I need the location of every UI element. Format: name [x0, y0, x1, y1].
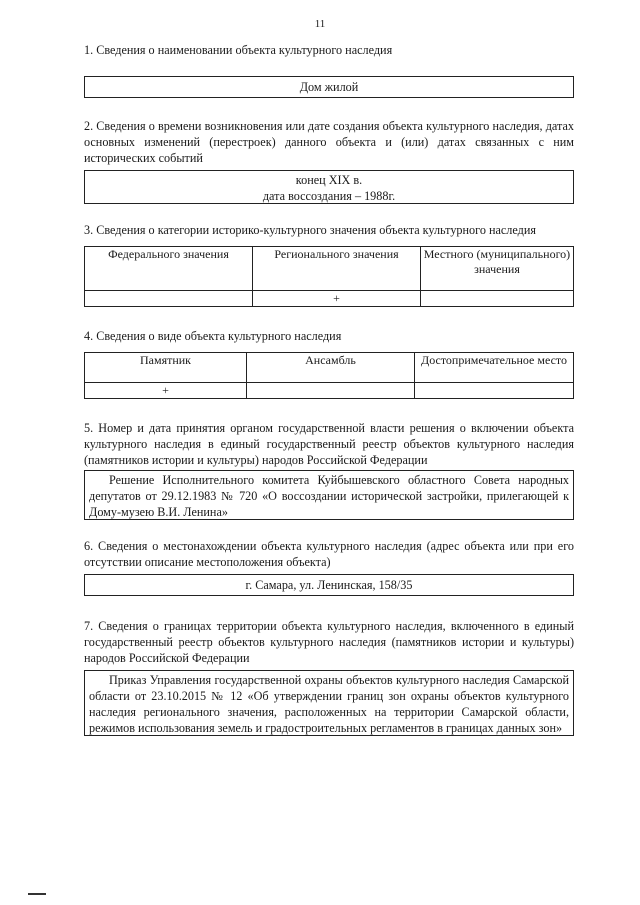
section-7-box [84, 670, 574, 736]
value-local [421, 291, 574, 307]
section-1-box [84, 76, 574, 98]
section-2-heading: 2. Сведения о времени возникновения или дате создания объекта культурного наследия, датах основных изменений (перестроек) данного объекта и (или) датах связанных с ним исторических событий [84, 119, 574, 165]
col-ensemble: Ансамбль [247, 353, 415, 383]
section-1-heading: 1. Сведения о наименовании объекта культурного наследия [84, 43, 393, 57]
col-local: Местного (муниципального) значения [421, 247, 574, 291]
section-6-box [84, 574, 574, 596]
type-table [84, 352, 574, 399]
col-regional: Регионального значения [253, 247, 421, 291]
page-number: 11 [314, 18, 326, 30]
registry-decision: Решение Исполнительного комитета Куйбышевского областного Совета народных депутатов от 29.12.1983 № 720 «О воссоздании исторической застройки, прилегающей к Дому-музею В.И. Ленина» [89, 473, 569, 519]
territory-order: Приказ Управления государственной охраны объектов культурного наследия Самарской области от 23.10.2015 № 12 «Об утверждении границ зон охраны объектов культурного наследия регионального значения, расположенных на территории Самарской области, режимов использования земель и градостроительных регламентов в границах данных зон» [89, 673, 569, 735]
object-address: г. Самара, ул. Ленинская, 158/35 [245, 578, 413, 592]
category-table [84, 246, 574, 307]
section-5-box [84, 470, 574, 520]
creation-period: конец XIX в. [295, 173, 363, 187]
object-name: Дом жилой [299, 80, 359, 94]
section-3-heading: 3. Сведения о категории историко-культурного значения объекта культурного наследия [84, 223, 536, 237]
section-7-heading: 7. Сведения о границах территории объекта культурного наследия, включенного в единый государственный реестр объектов культурного наследия (памятников истории и культуры) народов Российской Федерации [84, 619, 574, 665]
value-monument: + [85, 383, 247, 399]
value-federal [85, 291, 253, 307]
value-ensemble [247, 383, 415, 399]
section-5-heading: 5. Номер и дата принятия органом государственной власти решения о включении объекта культурного наследия в единый государственный реестр объектов культурного наследия (памятников истории и культуры) народов Российской Федерации [84, 421, 574, 467]
value-landmark [415, 383, 574, 399]
footer-mark [28, 893, 46, 895]
section-4-heading: 4. Сведения о виде объекта культурного наследия [84, 329, 342, 343]
col-federal: Федерального значения [85, 247, 253, 291]
reconstruction-date: дата воссоздания – 1988г. [262, 189, 396, 203]
col-monument: Памятник [85, 353, 247, 383]
section-2-box [84, 170, 574, 204]
value-regional: + [253, 291, 421, 307]
col-landmark: Достопримечательное место [415, 353, 574, 383]
section-6-heading: 6. Сведения о местонахождении объекта культурного наследия (адрес объекта или при его отсутствии описание местоположения объекта) [84, 539, 574, 569]
